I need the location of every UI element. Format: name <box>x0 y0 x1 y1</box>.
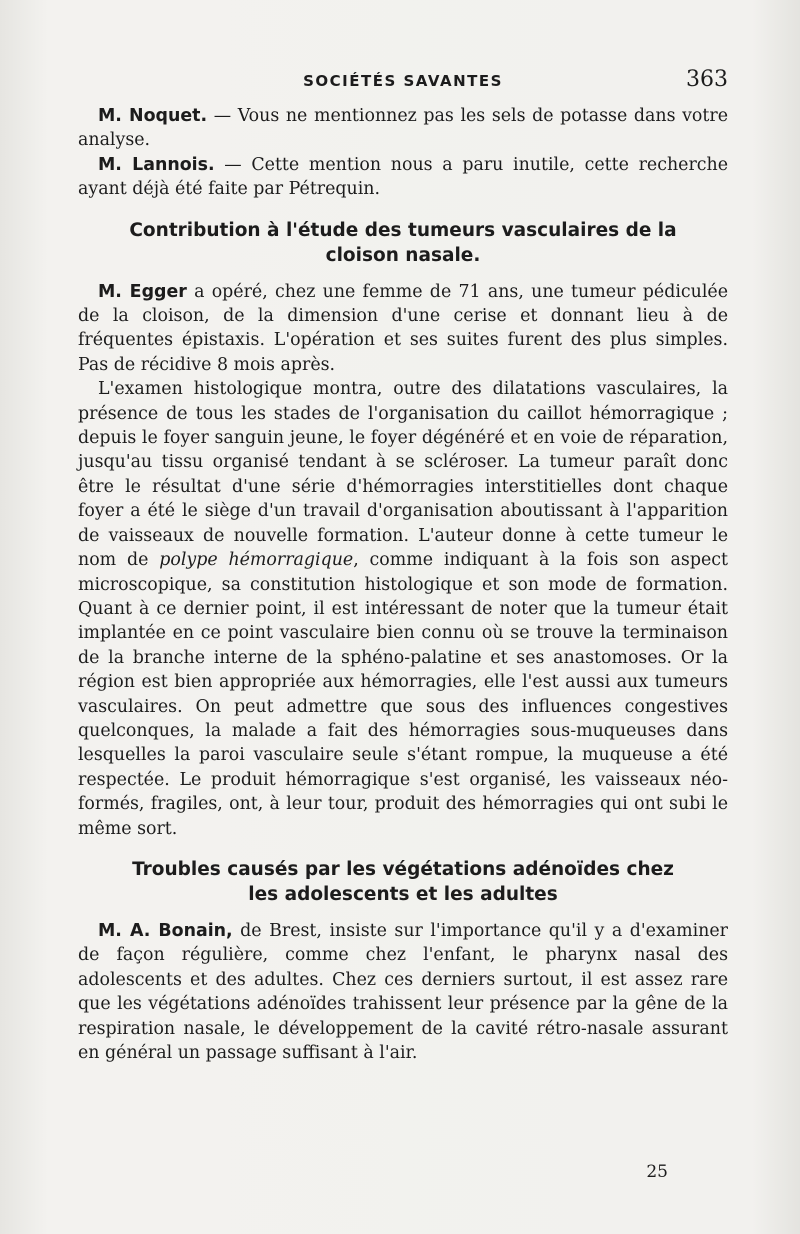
signature-mark: 25 <box>646 1162 668 1182</box>
page-body <box>78 104 728 1065</box>
paragraph-noquet-text: — Vous ne mentionnez pas les sels de potasse dans votre analyse. <box>78 106 728 151</box>
paragraph-noquet <box>78 104 728 153</box>
spacer <box>78 202 728 218</box>
paragraph-egger-text: a opéré, chez une femme de 71 ans, une tumeur pédiculée de la cloison, de la dimension d'une cerise et donnant lieu à de fréquentes épistaxis. L'opération et ses suites furent des plus simples. Pas de récidive 8 mois après. <box>78 281 728 375</box>
page-number: 363 <box>686 67 728 92</box>
spacer <box>78 907 728 919</box>
speaker-bonain: M. A. Bonain, <box>98 920 233 941</box>
paragraph-examen <box>78 377 728 841</box>
speaker-noquet: M. Noquet. <box>98 106 208 126</box>
spacer <box>78 268 728 280</box>
paragraph-examen-text-a: L'examen histologique montra, outre des dilatations vasculaires, la présence de tous les stades de l'organisation du caillot hémorragique ; depuis le foyer sanguin jeune, le foyer dégénéré et en voie de réparation, jusqu'au tissu organisé tendant à se scléroser. La tumeur paraît donc être le résultat d'une série d'hémorragies interstitielles dont chaque foyer a été le siège d'un travail d'organisation aboutissant à l'apparition de vaisseaux de nouvelle formation. L'auteur donne à cette tumeur le nom de <box>78 379 728 571</box>
speaker-egger: M. Egger <box>98 281 187 302</box>
running-head: SOCIÉTÉS SAVANTES <box>303 72 503 90</box>
section-title-vegetations <box>78 857 728 907</box>
paragraph-egger <box>78 280 728 378</box>
page-header <box>78 64 728 94</box>
spacer <box>78 841 728 857</box>
paragraph-bonain-text: de Brest, insiste sur l'importance qu'il y a d'examiner de façon régulière, comme chez l'enfant, le pharynx nasal des adolescents et des adultes. Chez ces derniers surtout, il est assez rare que les végétations adénoïdes trahissent leur présence par la gêne de la respiration nasale, le développement de la cavité rétro-nasale assurant en général un passage suffisant à l'air. <box>78 920 728 1063</box>
paragraph-lannois <box>78 153 728 202</box>
section-title-tumeurs <box>78 218 728 268</box>
term-polype-hemorragique: polype hémorragique <box>159 550 354 571</box>
paragraph-bonain <box>78 919 728 1065</box>
paragraph-examen-text-b: , comme indiquant à la fois son aspect microscopique, sa constitution histologique et son mode de formation. Quant à ce dernier point, il est intéressant de noter que la tumeur était implantée en ce point vasculaire bien connu où se trouve la terminaison de la branche interne de la sphéno-palatine et ses anastomoses. Or la région est bien appropriée aux hémorragies, elle l'est aussi aux tumeurs vasculaires. On peut admettre que sous des influences congestives quelconques, la malade a fait des hémorragies sous-muqueuses dans lesquelles la paroi vasculaire seule s'étant rompue, la muqueuse a été respectée. Le produit hémorragique s'est organisé, les vaisseaux néo-formés, fragiles, ont, à leur tour, produit des hémorragies qui ont subi le même sort. <box>78 550 728 839</box>
section-title-tumeurs-line2: cloison nasale. <box>325 244 481 266</box>
section-title-vegetations-line2: les adolescents et les adultes <box>248 883 558 905</box>
speaker-lannois: M. Lannois. <box>98 154 215 175</box>
section-title-tumeurs-line1: Contribution à l'étude des tumeurs vasculaires de la <box>129 219 677 241</box>
paragraph-lannois-text: — Cette mention nous a paru inutile, cette recherche ayant déjà été faite par Pétrequin. <box>78 154 728 200</box>
section-title-vegetations-line1: Troubles causés par les végétations adénoïdes chez <box>132 858 674 880</box>
